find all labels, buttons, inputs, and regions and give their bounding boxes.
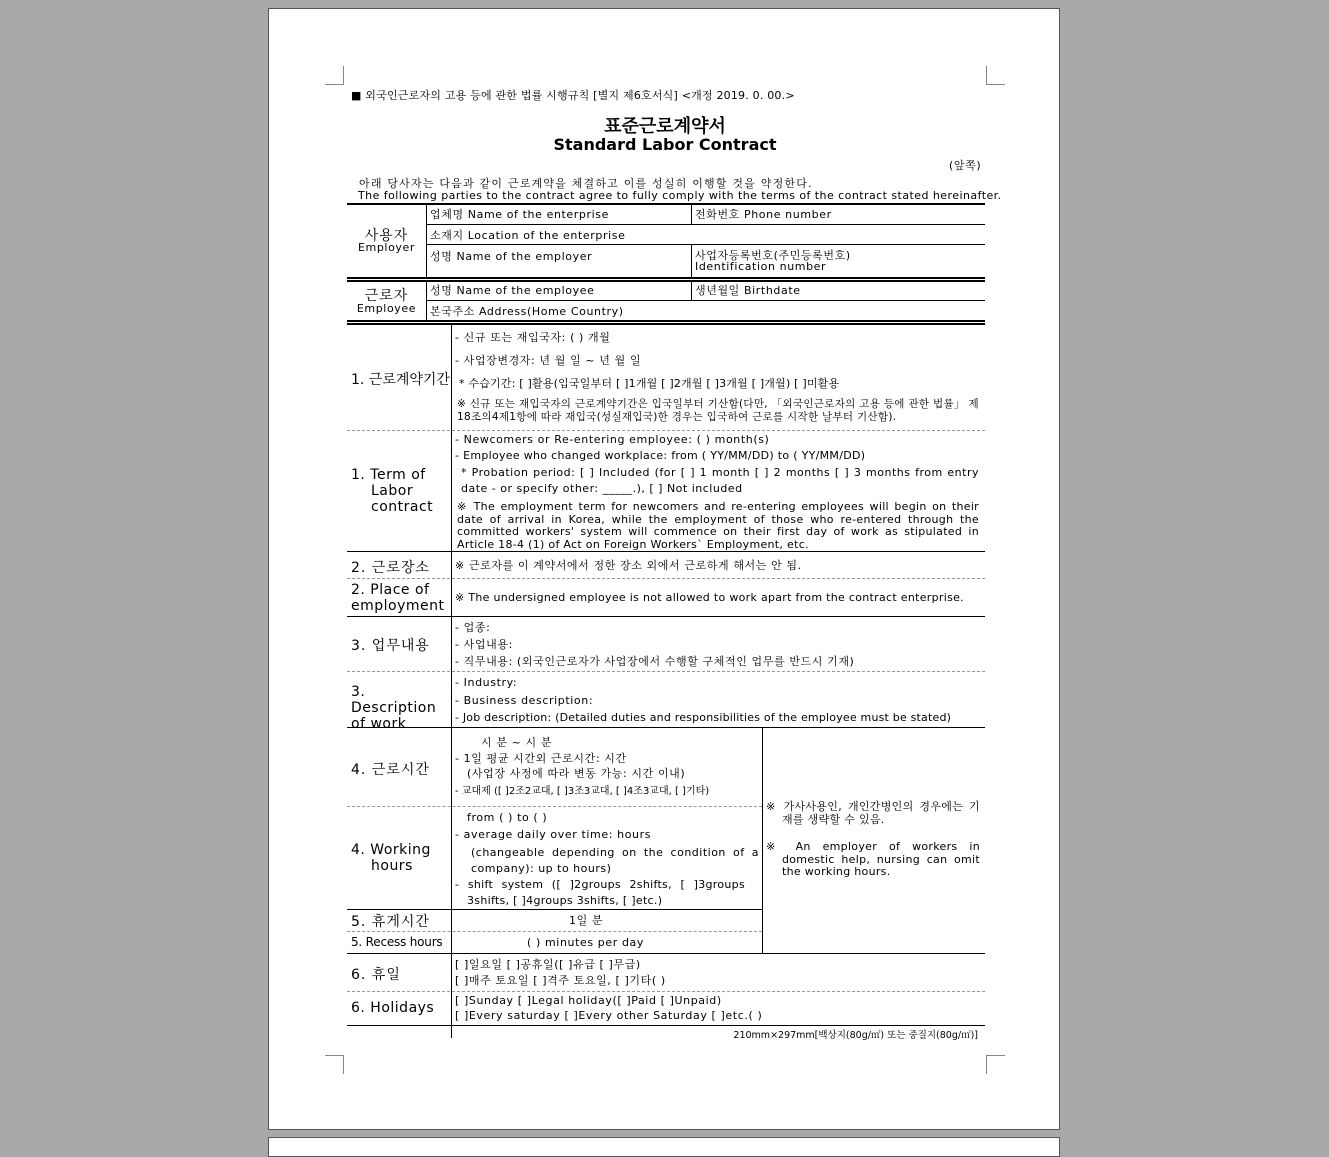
hours-time-ko[interactable]: 시 분 ~ 시 분 — [481, 736, 553, 749]
hours-shift-en[interactable]: - shift system ([ ]2groups 2shifts, [ ]3groups 3shifts, [ ]4groups 3shifts, [ ]etc.) — [455, 878, 745, 907]
term-label-english-text: 1. Term of Labor contract — [351, 467, 434, 515]
place-note-en: ※ The undersigned employee is not allowed to work apart from the contract enterprise. — [455, 591, 964, 604]
paper-size-footer: 210mm×297mm[백상지(80g/㎡) 또는 중질지(80g/㎡)] — [733, 1030, 978, 1041]
intro-korean: 아래 당사자는 다음과 같이 근로계약을 체결하고 이를 성실히 이행할 것을 약정한다. — [359, 177, 813, 190]
next-page-edge — [268, 1137, 1060, 1157]
term-probation-ko[interactable]: * 수습기간: [ ]활용(입국일부터 [ ]1개월 [ ]2개월 [ ]3개월 [ ]개월) [ ]미활용 — [459, 377, 840, 390]
term-note-ko: ※ 신규 또는 재입국자의 근로계약기간은 입국일부터 기산함(다만, 「외국인근로자의 고용 등에 관한 법률」 제18조의4제1항에 따라 재입국(성실재입국)한 경우는 입국하여 근로를 시작한 날부터 기산함). — [457, 398, 979, 423]
recess-minutes-ko[interactable]: 1일 분 — [569, 914, 604, 927]
recess-label-korean: 5. 휴게시간 — [351, 914, 430, 930]
crop-mark-bottom-right — [986, 1055, 1005, 1074]
place-label-korean: 2. 근로장소 — [351, 560, 430, 576]
place-note-ko: ※ 근로자를 이 계약서에서 정한 장소 외에서 근로하게 해서는 안 됨. — [455, 559, 802, 572]
term-workplace-change-ko[interactable]: - 사업장변경자: 년 월 일 ~ 년 월 일 — [455, 354, 642, 367]
employee-name-field[interactable]: 성명 Name of the employee — [430, 284, 595, 297]
term-note-en: ※ The employment term for newcomers and re-entering employees will begin on their date of arrival in Korea, while the employment of those who re-entered through the committed workers' system will commence on their first day of work as stipulated in Article 18-4 (1) of Act on Foreign Workers` Employment, etc. — [457, 500, 979, 551]
employer-label-english: Employer — [357, 241, 416, 254]
hours-note-ko: ※ 가사사용인, 개인간병인의 경우에는 기재를 생략할 수 있음. — [766, 800, 980, 826]
hours-time-en[interactable]: from ( ) to ( ) — [467, 811, 548, 824]
hours-overtime-ko[interactable]: - 1일 평균 시간외 근로시간: 시간 — [455, 752, 627, 765]
term-newcomer-en[interactable]: - Newcomers or Re-entering employee: ( ) month(s) — [455, 433, 770, 446]
work-label-korean: 3. 업무내용 — [351, 638, 430, 654]
employer-enterprise-field[interactable]: 업체명 Name of the enterprise — [430, 208, 609, 221]
intro-english: The following parties to the contract agree to fully comply with the terms of the contract stated hereinafter. — [358, 189, 1002, 202]
hours-shift-ko[interactable]: - 교대제 ([ ]2조2교대, [ ]3조3교대, [ ]4조3교대, [ ]기타) — [455, 786, 710, 797]
employer-id-label-korean[interactable]: 사업자등록번호(주민등록번호) — [695, 249, 851, 262]
holidays-label-korean: 6. 휴일 — [351, 967, 401, 983]
term-label-english — [351, 467, 441, 515]
employer-name-field[interactable]: 성명 Name of the employer — [430, 250, 593, 263]
hours-note-en: ※ An employer of workers in domestic help, nursing can omit the working hours. — [766, 840, 980, 878]
holidays-saturday-en[interactable]: [ ]Every saturday [ ]Every other Saturday [ ]etc.( ) — [455, 1009, 763, 1022]
crop-mark-top-right — [986, 66, 1005, 85]
term-workplace-change-en[interactable]: - Employee who changed workplace: from ( YY/MM/DD) to ( YY/MM/DD) — [455, 449, 866, 462]
recess-minutes-en[interactable]: ( ) minutes per day — [527, 936, 645, 949]
crop-mark-top-left — [325, 66, 344, 85]
work-industry-ko[interactable]: - 업종: — [455, 621, 491, 634]
hours-overtime-en[interactable]: - average daily over time: hours — [455, 828, 652, 841]
title-korean: 표준근로계약서 — [604, 116, 726, 137]
work-job-en[interactable]: - Job description: (Detailed duties and responsibilities of the employee must be stated) — [455, 711, 952, 724]
employee-address-field[interactable]: 본국주소 Address(Home Country) — [430, 305, 624, 318]
work-label-english: 3. Description of work — [351, 684, 437, 732]
holidays-weekly-ko[interactable]: [ ]일요일 [ ]공휴일([ ]유급 [ ]무급) — [455, 958, 641, 971]
hours-label-korean: 4. 근로시간 — [351, 762, 430, 778]
employer-location-field[interactable]: 소재지 Location of the enterprise — [430, 229, 626, 242]
hours-overtime-limit-ko[interactable]: (사업장 사정에 따라 변동 가능: 시간 이내) — [467, 767, 686, 780]
employee-label-korean: 근로자 — [364, 288, 409, 304]
employee-label-english: Employee — [356, 302, 417, 315]
term-newcomer-ko[interactable]: - 신규 또는 재입국자: ( ) 개월 — [455, 331, 611, 344]
holidays-saturday-ko[interactable]: [ ]매주 토요일 [ ]격주 토요일, [ ]기타( ) — [455, 974, 666, 987]
holidays-label-english: 6. Holidays — [351, 1000, 435, 1016]
holidays-weekly-en[interactable]: [ ]Sunday [ ]Legal holiday([ ]Paid [ ]Unpaid) — [455, 994, 722, 1007]
employer-id-label-english: Identification number — [695, 260, 827, 273]
page-side-label: (앞쪽) — [949, 159, 982, 172]
place-label-english: 2. Place of employment — [351, 582, 445, 614]
work-job-ko[interactable]: - 직무내용: (외국인근로자가 사업장에서 수행할 구체적인 업무를 반드시 기재) — [455, 655, 855, 668]
work-business-ko[interactable]: - 사업내용: — [455, 638, 513, 651]
employer-phone-field[interactable]: 전화번호 Phone number — [695, 208, 832, 221]
crop-mark-bottom-left — [325, 1055, 344, 1074]
regulation-reference: ■ 외국인근로자의 고용 등에 관한 법률 시행규칙 [별지 제6호서식] <개정 2019. 0. 00.> — [351, 89, 795, 102]
title-english: Standard Labor Contract — [553, 135, 777, 154]
hours-label-english: 4. Working hours — [351, 842, 431, 874]
recess-label-english: 5. Recess hours — [351, 935, 443, 949]
work-business-en[interactable]: - Business description: — [455, 694, 594, 707]
document-page — [268, 8, 1060, 1130]
work-industry-en[interactable]: - Industry: — [455, 676, 518, 689]
term-probation-en[interactable]: * Probation period: [ ] Included (for [ ] 1 month [ ] 2 months [ ] 3 months from entry date - or specify other: _____.), [ ] Not included — [461, 466, 979, 495]
employer-label-korean: 사용자 — [364, 228, 409, 244]
employee-birthdate-field[interactable]: 생년월일 Birthdate — [695, 284, 801, 297]
hours-overtime-limit-en[interactable]: (changeable depending on the condition of a company): up to hours) — [471, 846, 759, 875]
term-label-korean: 1. 근로계약기간 — [351, 372, 450, 388]
